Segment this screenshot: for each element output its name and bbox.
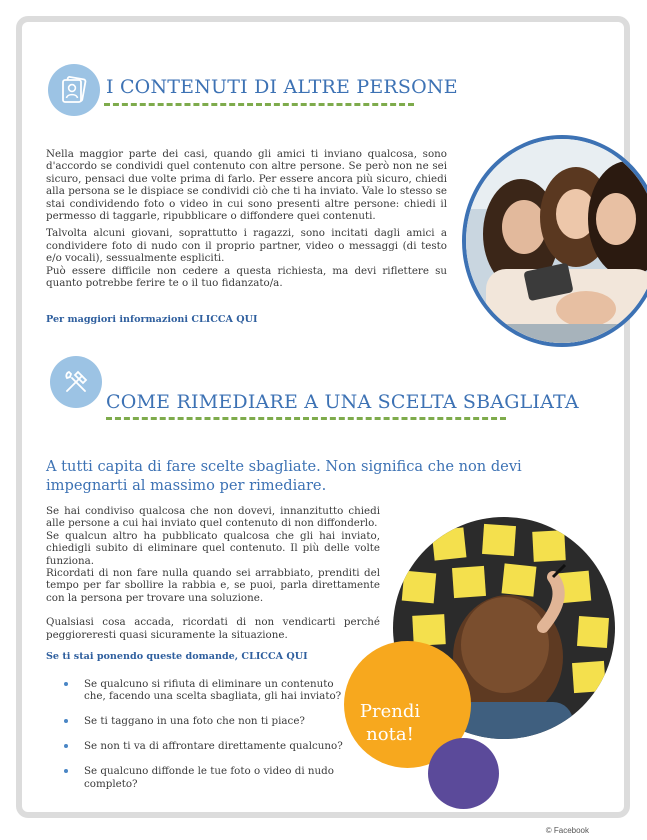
paragraph: Nella maggior parte dei casi, quando gli amici ti inviano qualcosa, sono d'accordo se condividi quel contenuto con altre persone. Se però non ne sei sicuro, pensaci due volte prima di farlo. Per essere ancora più sicuro, chiedi alla persona se le dispiace se condividi ciò che ti ha inviato. Vale lo stesso se stai condividendo foto o video in cui sono presenti altre persone: chiedi il permesso di taggarle, ripubblicare o diffondere quei contenuti.	[46, 148, 447, 223]
list-item: Se non ti va di affrontare direttamente qualcuno?	[84, 740, 354, 752]
paragraph: Talvolta alcuni giovani, soprattutto i ragazzi, sono incitati dagli amici a condividere foto di nudo con il proprio partner, video o messaggi (di testo e/o vocali), sessualmente espliciti.	[46, 227, 447, 265]
questions-list	[84, 678, 354, 803]
questions-link[interactable]: Se ti stai ponendo queste domande, CLICCA QUI	[46, 651, 308, 662]
title-underline	[106, 417, 506, 420]
section1-text	[46, 148, 447, 289]
paragraph: Se hai condiviso qualcosa che non dovevi, innanzitutto chiedi alle persone a cui hai inviato quel contenuto di non diffonderlo.	[46, 505, 380, 530]
paragraph: Qualsiasi cosa accada, ricordati di non vendicarti perché peggioreresti quasi sicuramente la situazione.	[46, 616, 380, 641]
copyright-footer: © Facebook	[545, 826, 589, 835]
paragraph: Se qualcun altro ha pubblicato qualcosa che gli hai inviato, chiedigli subito di eliminare quel contenuto. Il più delle volte funziona.	[46, 529, 380, 567]
hammer-wrench-icon	[50, 356, 102, 408]
decorative-circle	[428, 738, 499, 809]
person-card-icon	[48, 64, 100, 116]
paragraph: Può essere difficile non cedere a questa richiesta, ma devi riflettere su quanto potrebbe ferire te o il tuo fidanzato/a.	[46, 264, 447, 290]
title-underline	[104, 103, 414, 106]
section2-subhead: A tutti capita di fare scelte sbagliate. Non significa che non devi impegnarti al massimo per rimediare.	[46, 458, 522, 494]
note-label: Prendi nota!	[359, 701, 421, 745]
section2-text	[46, 505, 380, 641]
list-item: Se qualcuno si rifiuta di eliminare un contenuto che, facendo una scelta sbagliata, gli hai inviato?	[84, 678, 354, 703]
more-info-link[interactable]: Per maggiori informazioni CLICCA QUI	[46, 314, 258, 325]
section-title: COME RIMEDIARE A UNA SCELTA SBAGLIATA	[106, 391, 579, 413]
girls-photo	[462, 135, 647, 347]
section-title: I CONTENUTI DI ALTRE PERSONE	[106, 76, 458, 98]
list-item: Se ti taggano in una foto che non ti piace?	[84, 715, 354, 727]
paragraph: Ricordati di non fare nulla quando sei arrabbiato, prenditi del tempo per far sbollire la rabbia e, se puoi, parla direttamente con la persona per trovare una soluzione.	[46, 567, 380, 604]
list-item: Se qualcuno diffonde le tue foto o video di nudo completo?	[84, 765, 354, 790]
